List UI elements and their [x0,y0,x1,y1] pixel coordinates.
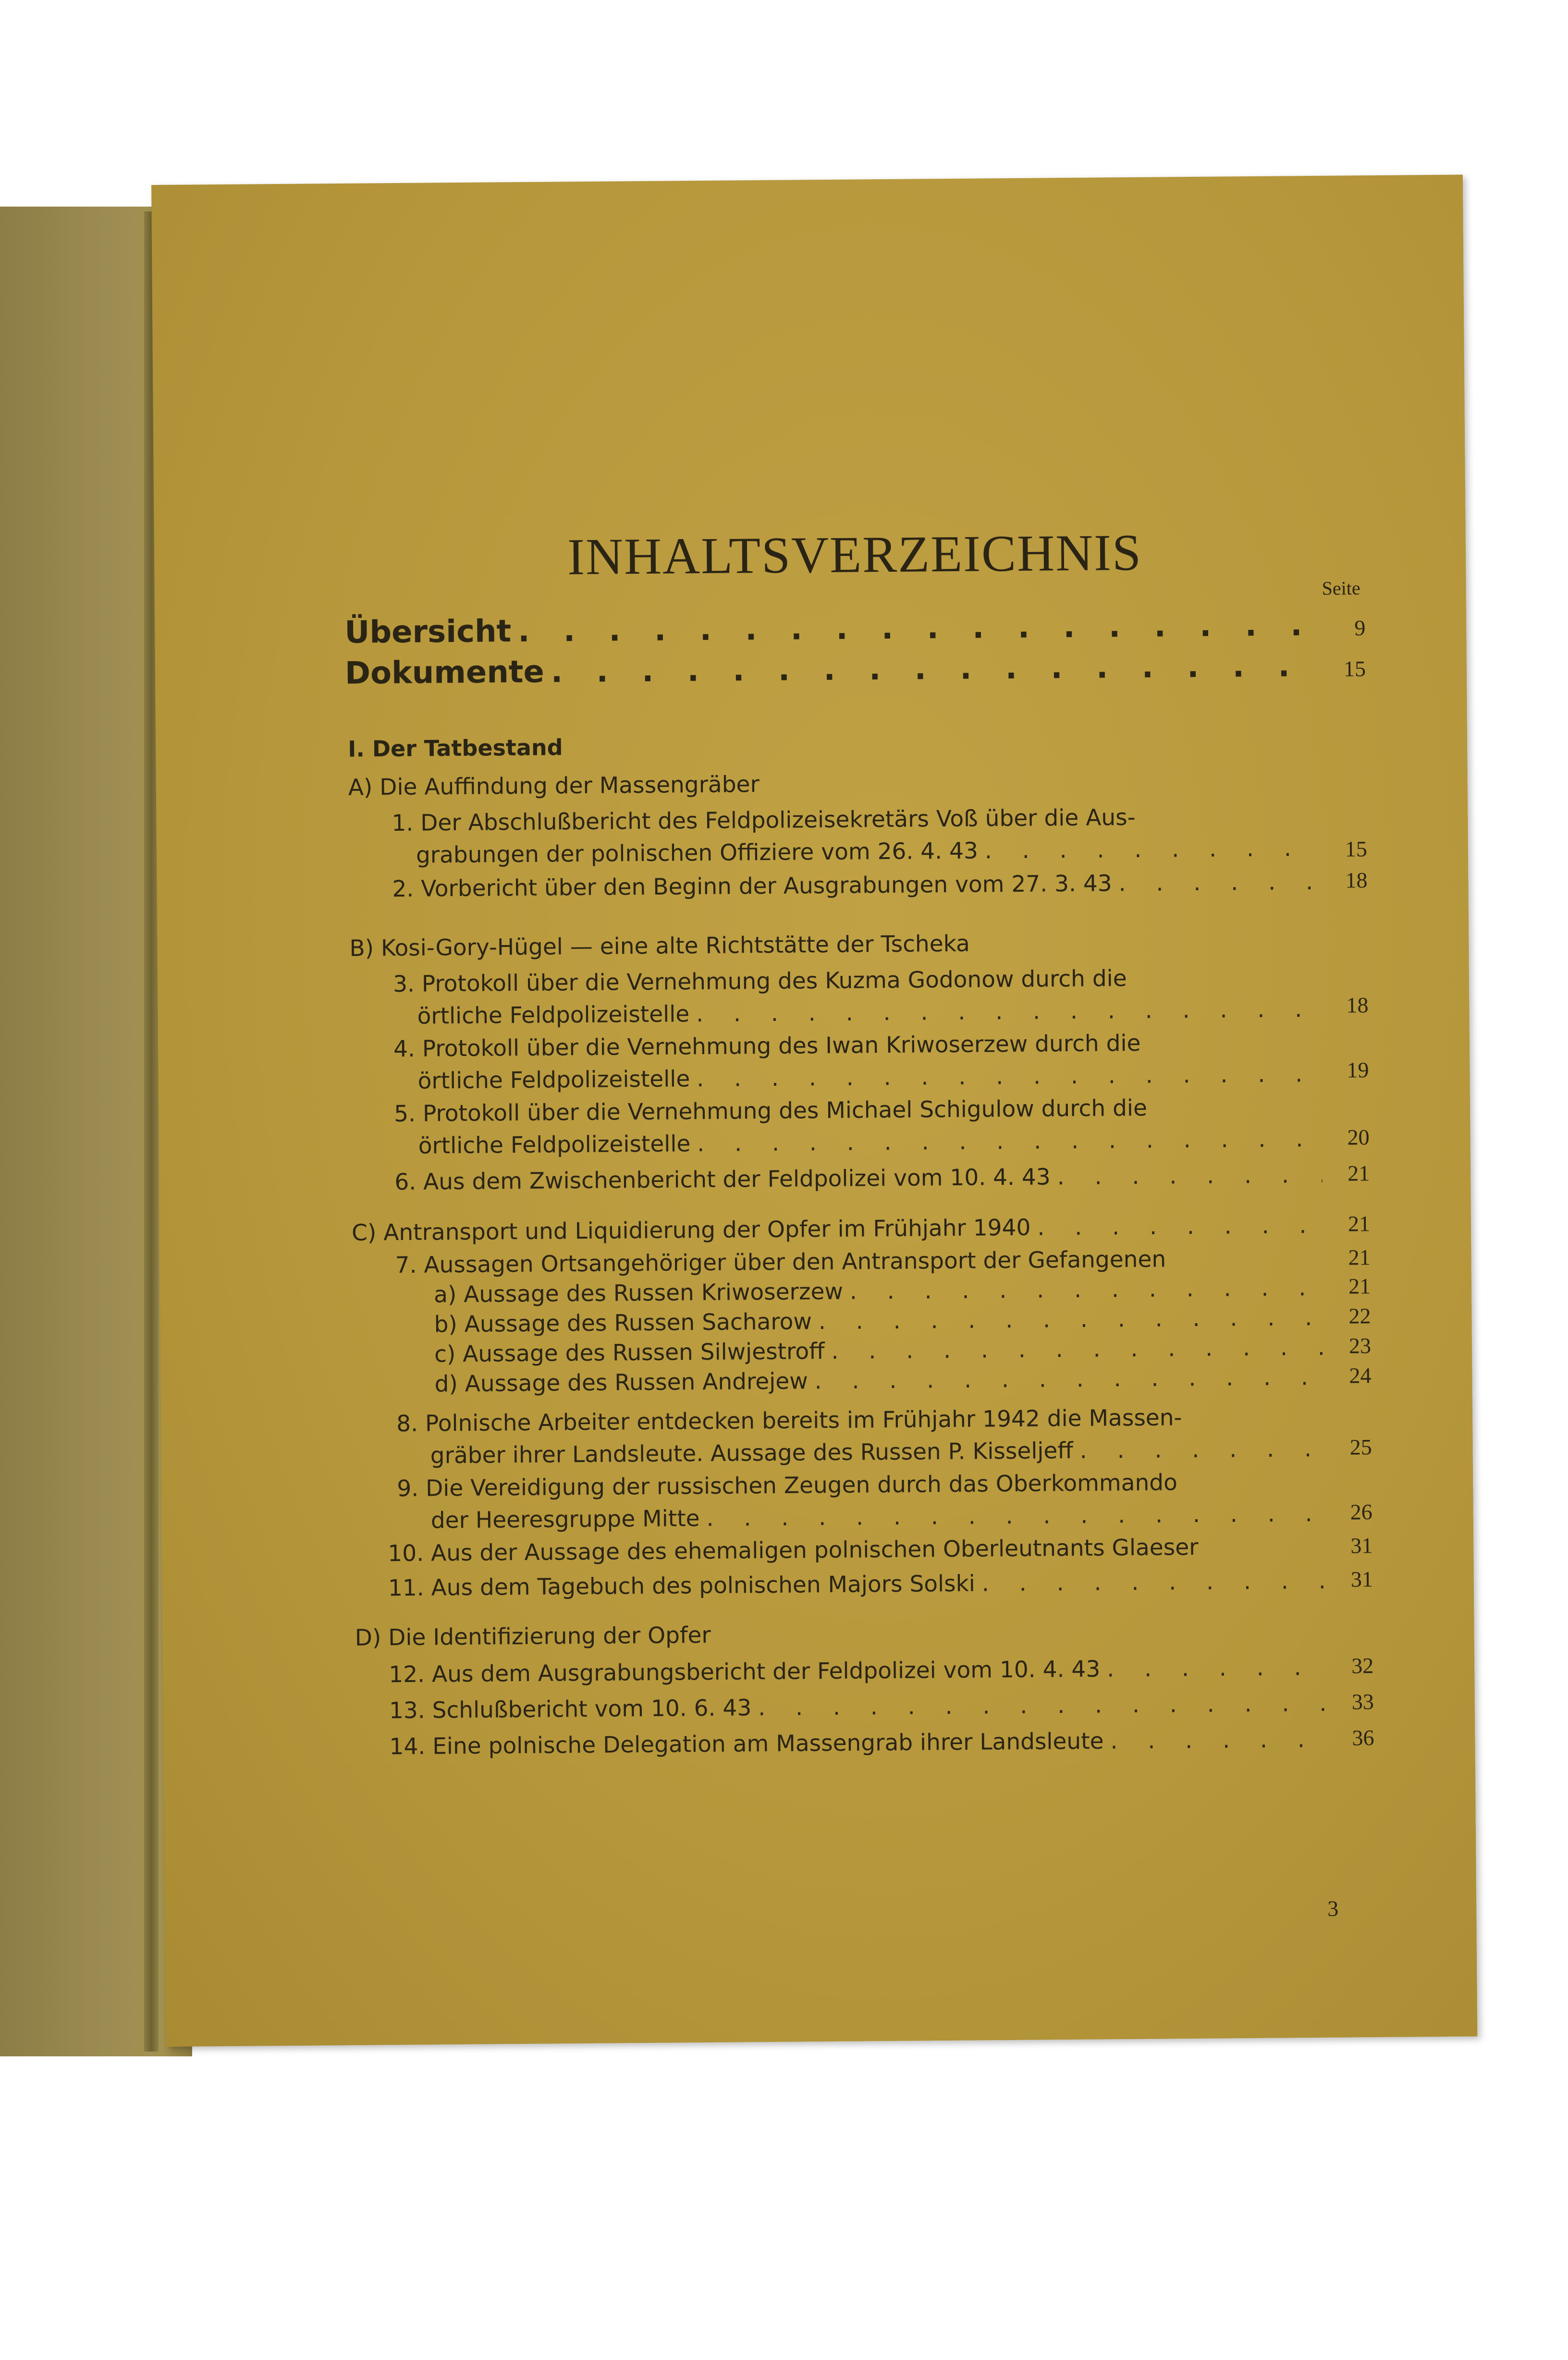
section-heading-a: A) Die Auffindung der Massengräber [348,771,760,801]
toc-page-13: 33 [1351,1689,1374,1714]
toc-entry-4: örtliche Feldpolizeistelle . . . [417,1060,1328,1096]
toc-entry-dokumente: Dokumente . . . [345,651,1325,688]
toc-page-11: 31 [1350,1567,1373,1592]
toc-page-uebersicht: 9 [1354,615,1366,640]
toc-entry-13: 13. Schlußbericht vom 10. 6. 43 . . . [389,1689,1333,1725]
seite-label: Seite [1322,577,1360,599]
toc-entry-4-line1: 4. Protokoll über die Vernehmung des Iwan Kriwoserzew durch die [393,1030,1141,1063]
toc-entry-9: der Heeresgruppe Mitte . . . [431,1500,1332,1536]
toc-entry-14: 14. Eine polnische Delegation am Massengrab ihrer Landsleute . . . [389,1725,1333,1761]
toc-page-1: 15 [1345,836,1368,861]
toc-page-9: 26 [1350,1500,1372,1524]
page-title: INHALTSVERZEICHNIS [567,524,1142,586]
page-number: 3 [1327,1896,1339,1921]
toc-entry-5: örtliche Feldpolizeistelle . . . [418,1125,1328,1161]
toc-page-8: 25 [1349,1435,1372,1460]
section-heading-c: C) Antransport und Liquidierung der Opfer im Frühjahr 1940 . . . [352,1211,1329,1248]
toc-entry-10: 10. Aus der Aussage des ehemaligen polnischen Oberleutnants Glaeser [388,1534,1199,1567]
toc-entry-7c: c) Aussage des Russen Silwjestroff . . . [434,1333,1330,1369]
toc-entry-11: 11. Aus dem Tagebuch des polnischen Majors Solski . . . [388,1567,1332,1603]
section-heading-b: B) Kosi-Gory-Hügel — eine alte Richtstätte der Tscheka [349,930,970,962]
toc-entry-7: 7. Aussagen Ortsangehöriger über den Antransport der Gefangenen [395,1246,1166,1279]
toc-page-5: 20 [1347,1125,1370,1150]
toc-entry-3: örtliche Feldpolizeistelle . . . [417,995,1327,1031]
toc-page-7a: 21 [1348,1274,1371,1299]
toc-page-2: 18 [1345,868,1368,893]
toc-entry-9-line1: 9. Die Vereidigung der russischen Zeugen durch das Oberkommando [397,1469,1178,1502]
toc-page-3: 18 [1346,993,1369,1018]
toc-entry-1-line1: 1. Der Abschlußbericht des Feldpolizeisekretärs Voß über die Aus- [392,804,1136,837]
toc-entry-7b: b) Aussage des Russen Sacharow . . . [434,1303,1330,1340]
toc-entry-8: gräber ihrer Landsleute. Aussage des Russen P. Kisseljeff . . . [430,1435,1331,1471]
toc-page-6: 21 [1348,1161,1370,1186]
toc-page-section-c: 21 [1348,1211,1371,1236]
toc-entry-3-line1: 3. Protokoll über die Vernehmung des Kuzma Godonow durch die [392,965,1127,998]
toc-page [151,175,1477,2047]
toc-page-12: 32 [1351,1653,1374,1678]
toc-page-7: 21 [1348,1245,1371,1270]
part-heading: I. Der Tatbestand [348,734,563,762]
toc-page-14: 36 [1352,1725,1374,1750]
toc-page-7c: 23 [1348,1333,1372,1358]
toc-page-dokumente: 15 [1343,656,1366,681]
toc-page-7b: 22 [1348,1303,1371,1328]
section-heading-d: D) Die Identifizierung der Opfer [355,1622,711,1651]
toc-page-10: 31 [1350,1533,1373,1558]
toc-entry-7a: a) Aussage des Russen Kriwoserzew . . . [434,1274,1330,1310]
toc-entry-12: 12. Aus dem Ausgrabungsbericht der Feldpolizei vom 10. 4. 43 . . . [389,1653,1333,1689]
toc-entry-2: 2. Vorbericht über den Beginn der Ausgrabungen vom 27. 3. 43 . . . [392,868,1326,904]
toc-entry-7d: d) Aussage des Russen Andrejew . . . [434,1363,1330,1399]
toc-page-4: 19 [1347,1057,1369,1082]
toc-entry-6: 6. Aus dem Zwischenbericht der Feldpolizei vom 10. 4. 43 . . . [394,1161,1329,1197]
toc-entry-1: grabungen der polnischen Offiziere vom 26. 4. 43 . . . [416,834,1326,870]
toc-entry-uebersicht: Übersicht . . . [344,611,1324,647]
toc-page-7d: 24 [1349,1363,1372,1388]
toc-entry-5-line1: 5. Protokoll über die Vernehmung des Michael Schigulow durch die [393,1094,1148,1128]
toc-entry-8-line1: 8. Polnische Arbeiter entdecken bereits im Frühjahr 1942 die Massen- [396,1404,1182,1438]
